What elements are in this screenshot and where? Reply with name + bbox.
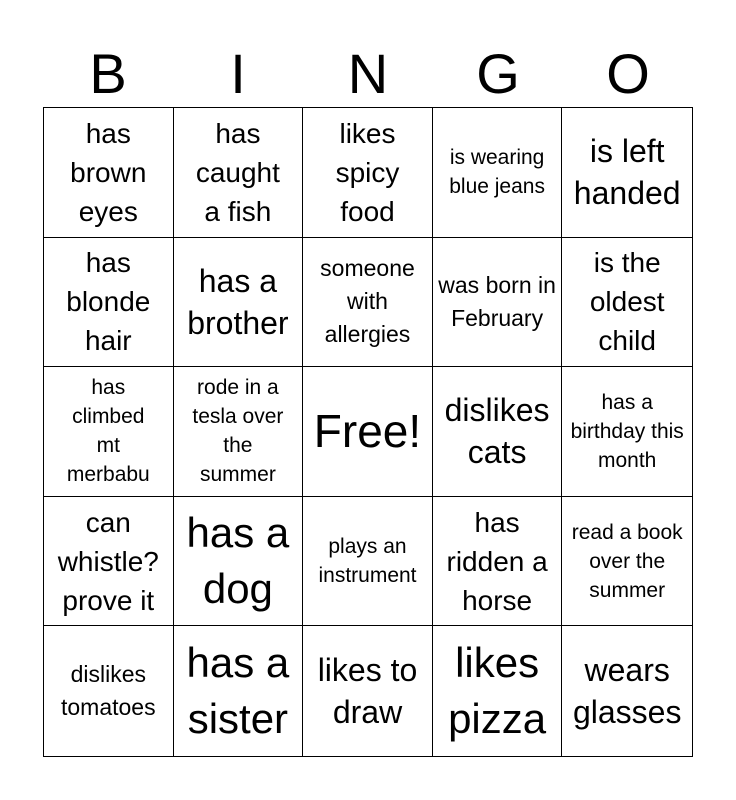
- bingo-cell[interactable]: [303, 238, 433, 368]
- cell-text: has climbed mt merbabu: [66, 376, 150, 487]
- cell-text: has ridden a horse: [446, 506, 548, 616]
- cell-text: is wearing blue jeans: [449, 146, 545, 199]
- bingo-cell[interactable]: [433, 626, 563, 756]
- bingo-cell[interactable]: [174, 367, 304, 497]
- bingo-cell[interactable]: [562, 626, 692, 756]
- bingo-cell[interactable]: [433, 238, 563, 368]
- bingo-cell[interactable]: [174, 626, 304, 756]
- bingo-cell[interactable]: [44, 626, 174, 756]
- bingo-cell[interactable]: [433, 497, 563, 627]
- bingo-cell[interactable]: [303, 497, 433, 627]
- cell-text: read a book over the summer: [571, 520, 683, 602]
- bingo-cell[interactable]: [44, 238, 174, 368]
- bingo-cell[interactable]: [174, 238, 304, 368]
- cell-text: has blonde hair: [66, 247, 151, 357]
- cell-text: likes pizza: [448, 639, 547, 743]
- bingo-cell[interactable]: [433, 108, 563, 238]
- cell-text: has caught a fish: [195, 117, 280, 227]
- cell-text: can whistle? prove it: [57, 506, 159, 616]
- bingo-cell[interactable]: [44, 367, 174, 497]
- header-letter-i: I: [230, 42, 246, 105]
- cell-text: has brown eyes: [70, 117, 147, 227]
- bingo-cell[interactable]: [303, 626, 433, 756]
- cell-text: rode in a tesla over the summer: [192, 376, 284, 487]
- bingo-board: [43, 107, 693, 757]
- bingo-cell[interactable]: [174, 108, 304, 238]
- cell-text: has a birthday this month: [570, 390, 684, 472]
- bingo-cell[interactable]: [562, 238, 692, 368]
- cell-text: someone with allergies: [320, 255, 415, 348]
- free-space-text: Free!: [313, 404, 422, 457]
- header-letter-o: O: [606, 42, 650, 105]
- bingo-cell[interactable]: [433, 367, 563, 497]
- bingo-cell[interactable]: [303, 108, 433, 238]
- cell-text: was born in February: [438, 271, 556, 331]
- bingo-cell[interactable]: [562, 108, 692, 238]
- bingo-cell-free[interactable]: [303, 367, 433, 497]
- bingo-cell[interactable]: [562, 367, 692, 497]
- cell-text: wears glasses: [572, 652, 682, 731]
- header-letter-n: N: [347, 42, 389, 105]
- header-letter-b: B: [89, 42, 127, 105]
- cell-text: has a brother: [187, 262, 289, 341]
- bingo-cell[interactable]: [174, 497, 304, 627]
- cell-text: likes to draw: [317, 652, 418, 731]
- cell-text: likes spicy food: [335, 117, 400, 227]
- bingo-cell[interactable]: [562, 497, 692, 627]
- header-letter-g: G: [476, 42, 520, 105]
- cell-text: dislikes tomatoes: [60, 661, 156, 721]
- bingo-cell[interactable]: [44, 108, 174, 238]
- cell-text: is left handed: [573, 133, 681, 212]
- bingo-cell[interactable]: [44, 497, 174, 627]
- cell-text: is the oldest child: [589, 247, 665, 357]
- cell-text: plays an instrument: [318, 535, 417, 588]
- bingo-header: [43, 40, 693, 108]
- cell-text: dislikes cats: [444, 392, 550, 471]
- cell-text: has a sister: [186, 639, 290, 743]
- cell-text: has a dog: [186, 509, 290, 613]
